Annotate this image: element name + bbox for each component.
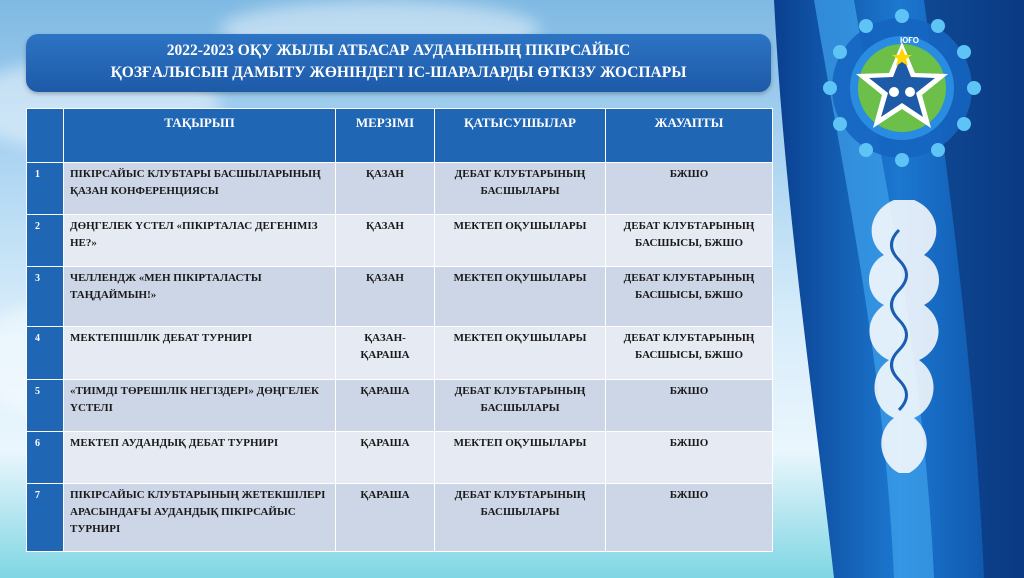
row-participants: ДЕБАТ КЛУБТАРЫНЫҢ БАСШЫЛАРЫ [435,379,606,431]
column-header-responsible: ЖАУАПТЫ [606,109,773,163]
row-topic: ДӨҢГЕЛЕК ҮСТЕЛ «ПІКІРТАЛАС ДЕГЕНІМІЗ НЕ?» [64,215,336,267]
row-participants: ДЕБАТ КЛУБТАРЫНЫҢ БАСШЫЛАРЫ [435,483,606,551]
row-responsible: БЖШО [606,379,773,431]
row-topic: ЧЕЛЛЕНДЖ «МЕН ПІКІРТАЛАСТЫ ТАҢДАЙМЫН!» [64,267,336,327]
row-participants: МЕКТЕП ОҚУШЫЛАРЫ [435,327,606,379]
table-row [27,215,773,267]
row-responsible: БЖШО [606,483,773,551]
row-date: ҚАЗАН [336,163,435,215]
row-number: 2 [27,215,64,267]
row-responsible: БЖШО [606,163,773,215]
row-date: ҚАЗАН-ҚАРАША [336,327,435,379]
row-participants: МЕКТЕП ОҚУШЫЛАРЫ [435,215,606,267]
row-participants: ДЕБАТ КЛУБТАРЫНЫҢ БАСШЫЛАРЫ [435,163,606,215]
row-number: 7 [27,483,64,551]
row-date: ҚАЗАН [336,267,435,327]
column-header-date: МЕРЗІМІ [336,109,435,163]
row-participants: МЕКТЕП ОҚУШЫЛАРЫ [435,267,606,327]
row-date: ҚАРАША [336,379,435,431]
row-topic: ПІКІРСАЙЫС КЛУБТАРЫНЫҢ ЖЕТЕКШІЛЕРІ АРАСЫНДАҒЫ АУДАНДЫҚ ПІКІРСАЙЫС ТУРНИРІ [64,483,336,551]
table-row [27,267,773,327]
row-number: 4 [27,327,64,379]
row-date: ҚАРАША [336,431,435,483]
row-number: 5 [27,379,64,431]
row-responsible: ДЕБАТ КЛУБТАРЫНЫҢ БАСШЫСЫ, БЖШО [606,215,773,267]
page-title [26,34,771,92]
table-row [27,431,773,483]
row-responsible: БЖШО [606,431,773,483]
row-topic: «ТИІМДІ ТӨРЕШІЛІК НЕГІЗДЕРІ» ДӨҢГЕЛЕК ҮСТЕЛІ [64,379,336,431]
decorative-ornament-panel [774,0,1024,578]
row-number: 6 [27,431,64,483]
row-responsible: ДЕБАТ КЛУБТАРЫНЫҢ БАСШЫСЫ, БЖШО [606,267,773,327]
logo-text: ЮҒО [900,36,920,45]
row-number: 3 [27,267,64,327]
column-header-participants: ҚАТЫСУШЫЛАР [435,109,606,163]
column-header-topic: ТАҚЫРЫП [64,109,336,163]
row-date: ҚАЗАН [336,215,435,267]
row-topic: МЕКТЕП АУДАНДЫҚ ДЕБАТ ТУРНИРІ [64,431,336,483]
row-topic: МЕКТЕПІШІЛІК ДЕБАТ ТУРНИРІ [64,327,336,379]
row-responsible: ДЕБАТ КЛУБТАРЫНЫҢ БАСШЫСЫ, БЖШО [606,327,773,379]
table-row [27,483,773,551]
row-participants: МЕКТЕП ОҚУШЫЛАРЫ [435,431,606,483]
row-number: 1 [27,163,64,215]
row-topic: ПІКІРСАЙЫС КЛУБТАРЫ БАСШЫЛАРЫНЫҢ ҚАЗАН КОНФЕРЕНЦИЯСЫ [64,163,336,215]
title-line-2: ҚОЗҒАЛЫСЫН ДАМЫТУ ЖӨНІНДЕГІ ІС-ШАРАЛАРДЫ ӨТКІЗУ ЖОСПАРЫ [110,64,687,81]
row-date: ҚАРАША [336,483,435,551]
column-header-number [27,109,64,163]
table-row [27,379,773,431]
table-header-row [27,109,773,163]
title-line-1: 2022-2023 ОҚУ ЖЫЛЫ АТБАСАР АУДАНЫНЫҢ ПІКІРСАЙЫС [166,42,631,59]
events-plan-table [26,108,773,552]
table-row [27,163,773,215]
table-row [27,327,773,379]
